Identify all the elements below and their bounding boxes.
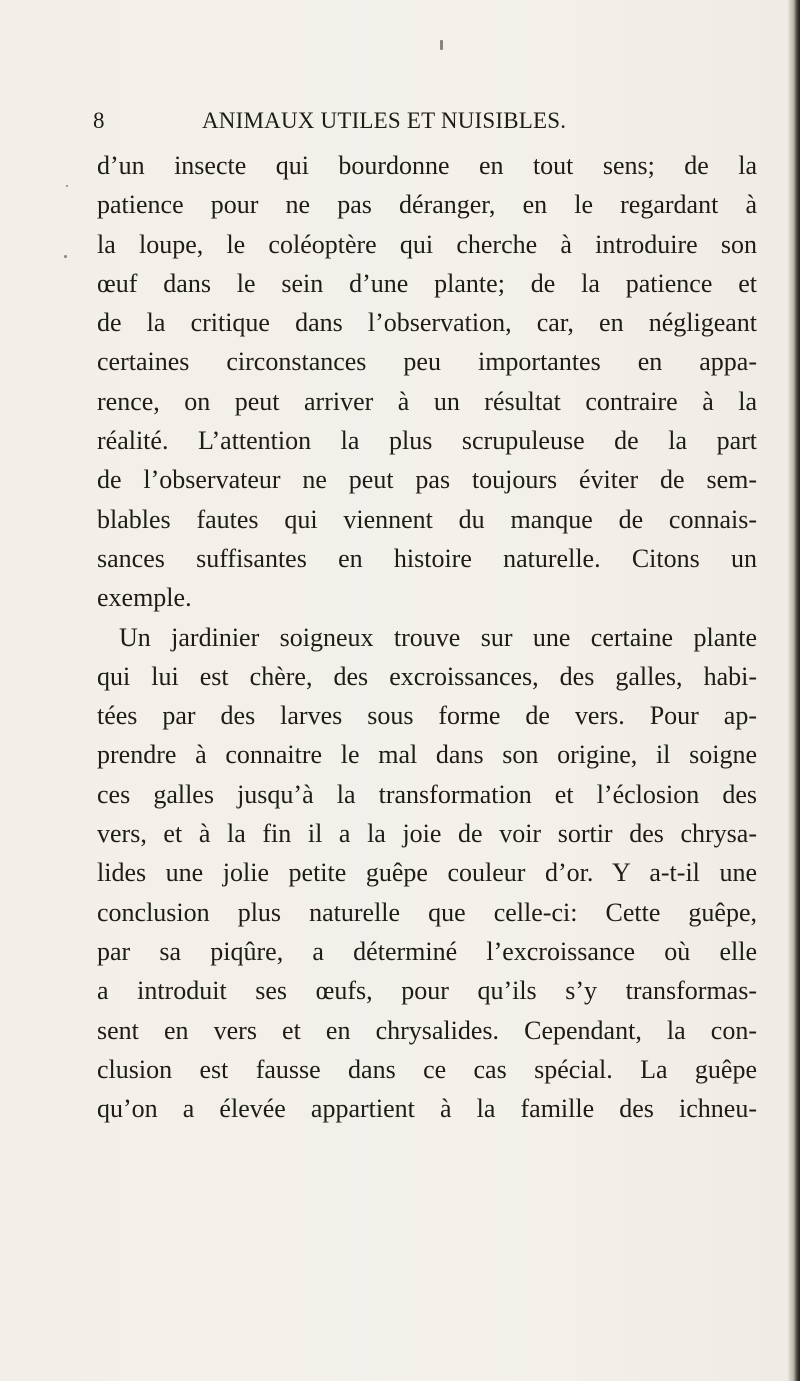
text-line: a introduit ses œufs, pour qu’ils s’y transformas- <box>97 976 757 1006</box>
ink-speck <box>66 185 68 187</box>
text-line: ces galles jusqu’à la transformation et l’éclosion des <box>97 779 757 809</box>
text-line: vers, et à la fin il a la joie de voir sortir des chrysa- <box>97 819 757 849</box>
ink-speck <box>64 255 67 258</box>
text-line: Un jardinier soigneux trouve sur une certaine plante <box>119 622 757 652</box>
text-line: tées par des larves sous forme de vers. Pour ap- <box>97 701 757 731</box>
text-line: de la critique dans l’observation, car, en négligeant <box>97 308 757 338</box>
page-edge-shadow <box>788 0 800 1381</box>
text-line: par sa piqûre, a déterminé l’excroissance où elle <box>97 936 757 966</box>
text-line: qu’on a élevée appartient à la famille des ichneu- <box>97 1094 757 1124</box>
text-line: lides une jolie petite guêpe couleur d’or. Y a-t-il une <box>97 858 757 888</box>
body-text <box>97 146 757 1128</box>
text-line: la loupe, le coléoptère qui cherche à introduire son <box>97 229 757 259</box>
ink-speck <box>440 40 443 50</box>
text-line: d’un insecte qui bourdonne en tout sens; de la <box>97 151 757 180</box>
text-line: exemple. <box>97 583 192 613</box>
text-line: sances suffisantes en histoire naturelle. Citons un <box>97 543 757 573</box>
text-line: qui lui est chère, des excroissances, des galles, habi- <box>97 661 757 691</box>
text-line: blables fautes qui viennent du manque de connais- <box>97 504 757 534</box>
page-number: 8 <box>93 108 105 133</box>
text-line: patience pour ne pas déranger, en le regardant à <box>97 190 757 220</box>
text-line: rence, on peut arriver à un résultat contraire à la <box>97 386 757 416</box>
running-head <box>93 108 653 144</box>
text-line: clusion est fausse dans ce cas spécial. La guêpe <box>97 1054 757 1084</box>
text-line: certaines circonstances peu importantes en appa- <box>97 347 757 377</box>
text-line: sent en vers et en chrysalides. Cependant, la con- <box>97 1015 757 1045</box>
text-line: conclusion plus naturelle que celle-ci: Cette guêpe, <box>97 897 757 927</box>
text-line: de l’observateur ne peut pas toujours éviter de sem- <box>97 465 757 495</box>
text-line: réalité. L’attention la plus scrupuleuse de la part <box>97 426 757 456</box>
text-line: œuf dans le sein d’une plante; de la patience et <box>97 268 757 298</box>
text-line: prendre à connaitre le mal dans son origine, il soigne <box>97 740 757 770</box>
running-head-title: ANIMAUX UTILES ET NUISIBLES. <box>202 108 567 133</box>
